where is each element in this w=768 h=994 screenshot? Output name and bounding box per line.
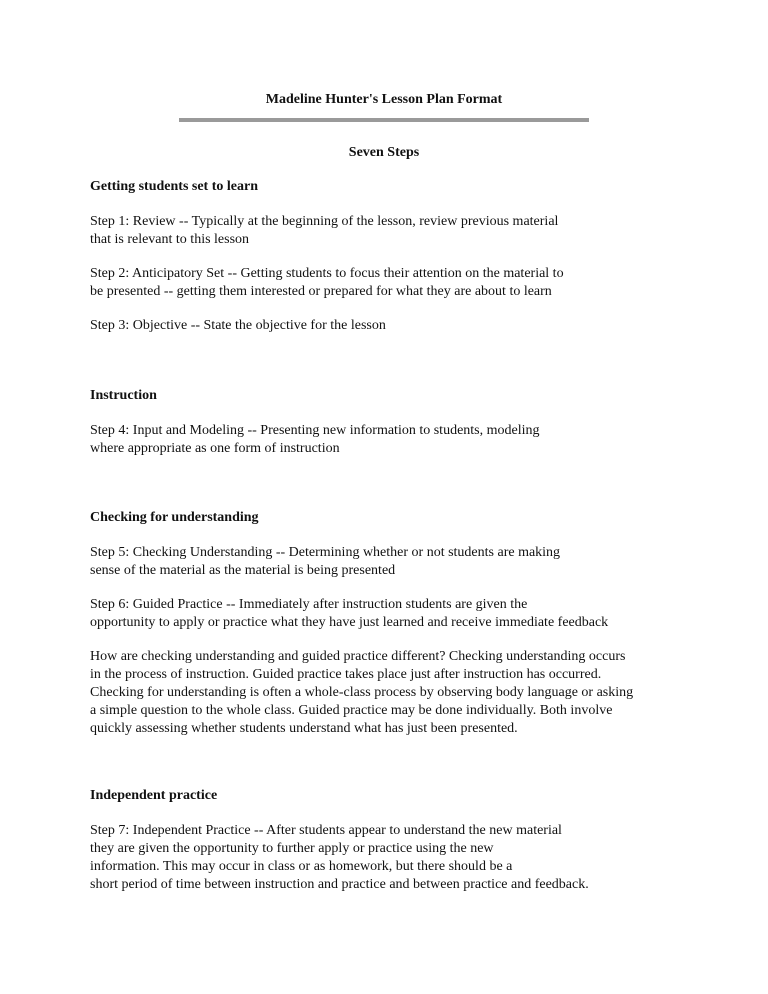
text-line: How are checking understanding and guided practice different? Checking understanding occurs xyxy=(90,649,626,664)
text-line: quickly assessing whether students understand what has just been presented. xyxy=(90,721,518,736)
section-heading-independent: Independent practice xyxy=(90,788,218,803)
document-title: Madeline Hunter's Lesson Plan Format xyxy=(265,92,503,107)
paragraph-step-1 xyxy=(90,213,690,249)
paragraph-step-2 xyxy=(90,265,690,301)
text-line: Step 2: Anticipatory Set -- Getting students to focus their attention on the material to xyxy=(90,266,564,281)
section-heading-checking: Checking for understanding xyxy=(90,510,259,525)
title-divider xyxy=(179,118,589,122)
document-subtitle: Seven Steps xyxy=(348,145,420,160)
text-line: be presented -- getting them interested or prepared for what they are about to learn xyxy=(90,284,552,299)
text-line: Step 7: Independent Practice -- After students appear to understand the new material xyxy=(90,823,562,838)
text-line: information. This may occur in class or as homework, but there should be a xyxy=(90,859,513,874)
section-heading-instruction: Instruction xyxy=(90,388,157,403)
paragraph-step-3 xyxy=(90,317,690,335)
text-line: Step 5: Checking Understanding -- Determining whether or not students are making xyxy=(90,545,561,560)
text-line: Checking for understanding is often a whole-class process by observing body language or asking xyxy=(90,685,634,700)
paragraph-step-7 xyxy=(90,822,690,894)
paragraph-step-6 xyxy=(90,596,690,632)
text-line: opportunity to apply or practice what they have just learned and receive immediate feedback xyxy=(90,615,609,630)
text-line: they are given the opportunity to further apply or practice using the new xyxy=(90,841,494,856)
section-heading-getting-set: Getting students set to learn xyxy=(90,179,258,194)
text-line: Step 4: Input and Modeling -- Presenting new information to students, modeling xyxy=(90,423,540,438)
text-line: that is relevant to this lesson xyxy=(90,232,250,247)
text-line: in the process of instruction. Guided practice takes place just after instruction has occurred. xyxy=(90,667,602,682)
text-line: short period of time between instruction and practice and between practice and feedback. xyxy=(90,877,589,892)
text-line: where appropriate as one form of instruction xyxy=(90,441,340,456)
paragraph-step-5 xyxy=(90,544,690,580)
paragraph-step-4 xyxy=(90,422,690,458)
text-line: sense of the material as the material is being presented xyxy=(90,563,396,578)
text-line: a simple question to the whole class. Guided practice may be done individually. Both involve xyxy=(90,703,613,718)
text-line: Step 1: Review -- Typically at the beginning of the lesson, review previous material xyxy=(90,214,559,229)
paragraph-comparison xyxy=(90,648,690,738)
text-line: Step 6: Guided Practice -- Immediately after instruction students are given the xyxy=(90,597,528,612)
text-line: Step 3: Objective -- State the objective for the lesson xyxy=(90,318,386,333)
